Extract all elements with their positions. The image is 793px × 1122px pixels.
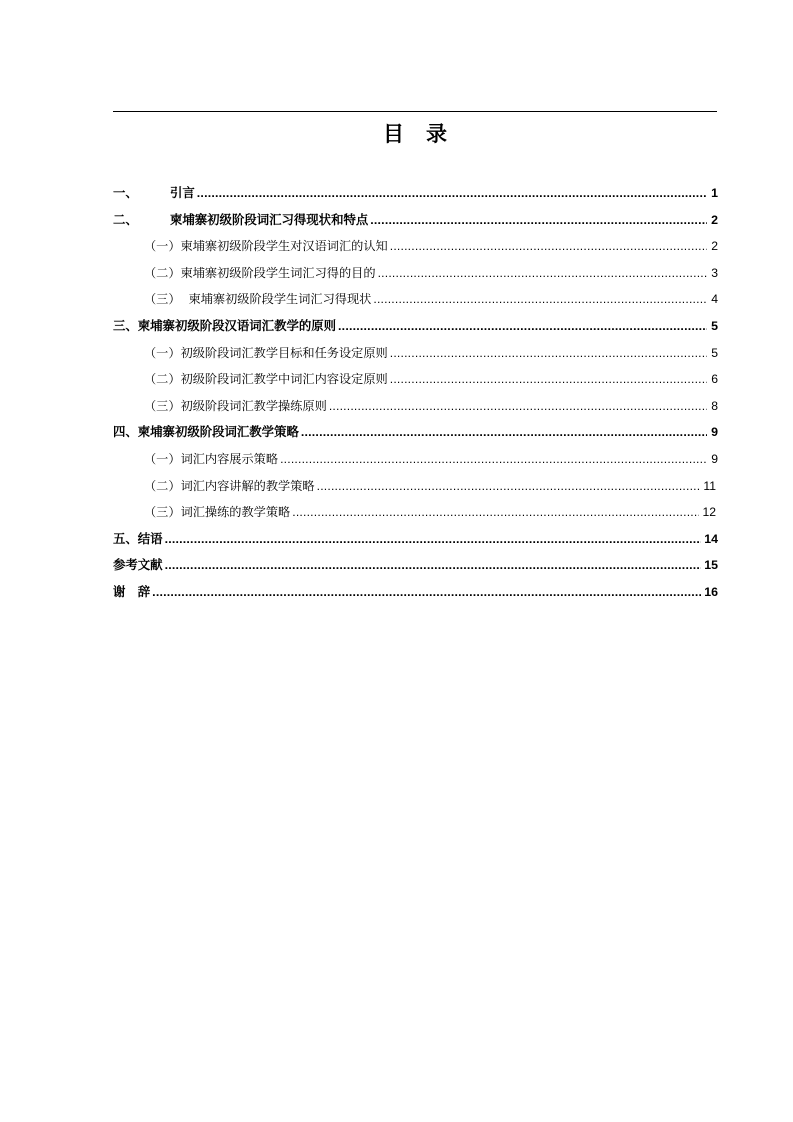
toc-entry[interactable] (113, 393, 718, 420)
toc-entry-title: 初级阶段词汇教学操练原则 (180, 398, 327, 413)
toc-entry-page: 12 (702, 505, 716, 520)
toc-entry-number: 五、 (113, 530, 138, 546)
toc-entry-title: 初级阶段词汇教学中词汇内容设定原则 (180, 372, 388, 387)
toc-entry-page: 9 (711, 451, 718, 466)
toc-entry-title: 柬埔寨初级阶段学生词汇习得的目的 (180, 265, 376, 280)
toc-entry[interactable] (113, 233, 718, 260)
toc-entry-number: 三、 (113, 317, 138, 333)
toc-entry-page: 9 (711, 425, 718, 440)
toc-entry[interactable] (113, 419, 718, 446)
toc-dot-leader (373, 286, 707, 313)
toc-dot-leader (292, 499, 699, 526)
toc-entry-page: 5 (711, 345, 718, 360)
toc-entry-page: 6 (711, 372, 718, 387)
toc-entry[interactable] (113, 207, 718, 234)
toc-entry-page: 1 (711, 186, 718, 200)
toc-dot-leader (370, 207, 707, 234)
toc-entry-title: 词汇内容讲解的教学策略 (180, 478, 315, 493)
toc-entry-page: 15 (704, 558, 718, 573)
toc-entry-page: 4 (711, 292, 718, 307)
toc-entry-page: 3 (711, 265, 718, 280)
toc-entry-title: 结语 (137, 530, 163, 546)
toc-entry[interactable] (113, 260, 718, 287)
toc-entry-page: 11 (703, 478, 716, 493)
toc-entry-number: （一） (144, 451, 181, 466)
toc-entry-page: 16 (704, 584, 718, 599)
table-of-contents (113, 180, 718, 606)
toc-entry-title: 词汇内容展示策略 (180, 451, 279, 466)
toc-entry-title: 参考文献 (113, 557, 163, 573)
toc-entry-number: 四、 (113, 424, 138, 440)
toc-entry-number: （三） (144, 398, 181, 413)
toc-entry[interactable] (113, 286, 718, 313)
toc-entry[interactable] (113, 473, 718, 500)
toc-dot-leader (197, 180, 707, 207)
toc-entry-number: （一） (144, 239, 181, 254)
toc-entry-number: 二、 (113, 211, 138, 227)
toc-dot-leader (152, 579, 701, 606)
toc-dot-leader (390, 233, 707, 260)
toc-entry[interactable] (113, 313, 718, 340)
toc-entry-title: 柬埔寨初级阶段学生对汉语词汇的认知 (180, 239, 388, 254)
toc-dot-leader (317, 473, 701, 500)
toc-entry-title: 柬埔寨初级阶段词汇教学策略 (137, 424, 299, 440)
toc-entry[interactable] (113, 446, 718, 473)
page-title: 目录 (383, 122, 469, 146)
toc-entry-title: 柬埔寨初级阶段词汇习得现状和特点 (170, 211, 369, 227)
toc-entry-title: 初级阶段词汇教学目标和任务设定原则 (180, 345, 388, 360)
toc-dot-leader (165, 526, 702, 553)
toc-entry-page: 2 (711, 212, 718, 227)
toc-entry-page: 2 (711, 239, 718, 254)
toc-entry-page: 5 (711, 318, 718, 333)
toc-entry-title: 柬埔寨初级阶段汉语词汇教学的原则 (137, 317, 337, 333)
toc-dot-leader (378, 260, 707, 287)
toc-entry[interactable] (113, 180, 718, 207)
toc-entry-page: 14 (704, 531, 718, 546)
toc-entry-number: （二） (144, 478, 181, 493)
toc-entry-number: （三） (144, 505, 181, 520)
toc-dot-leader (329, 393, 707, 420)
toc-dot-leader (280, 446, 707, 473)
toc-entry-number: （二） (144, 372, 181, 387)
toc-entry-title: 词汇操练的教学策略 (180, 505, 291, 520)
toc-entry[interactable] (113, 579, 718, 606)
toc-entry-number: （二） (144, 265, 181, 280)
toc-entry-number: （一） (144, 345, 181, 360)
toc-entry-title: 柬埔寨初级阶段学生词汇习得现状 (188, 292, 372, 307)
header-rule (113, 111, 717, 112)
toc-entry[interactable] (113, 366, 718, 393)
toc-entry-number: （三） (144, 292, 181, 307)
toc-entry-title: 谢 辞 (113, 583, 151, 599)
toc-entry[interactable] (113, 526, 718, 553)
toc-dot-leader (390, 366, 707, 393)
toc-entry[interactable] (113, 340, 718, 367)
toc-entry[interactable] (113, 552, 718, 579)
toc-dot-leader (338, 313, 707, 340)
toc-entry-page: 8 (711, 398, 718, 413)
toc-dot-leader (301, 419, 707, 446)
toc-entry[interactable] (113, 499, 718, 526)
toc-dot-leader (390, 340, 707, 367)
toc-dot-leader (165, 552, 702, 579)
toc-entry-number: 一、 (113, 185, 138, 200)
toc-entry-title: 引言 (170, 185, 195, 200)
